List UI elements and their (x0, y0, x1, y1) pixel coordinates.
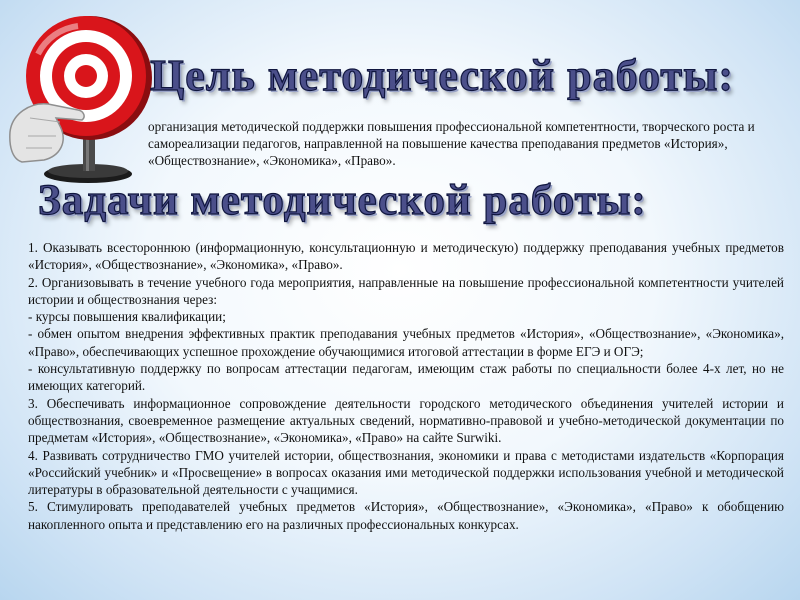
task-item-2: 2. Организовывать в течение учебного года мероприятия, направленные на повышение профессиональной компетентности учителей истории и обществознания через: (28, 274, 784, 307)
task-item-5: 5. Стимулировать преподавателей учебных предметов «История», «Обществознание», «Экономика», «Право» к обобщению накопленного опыта и представлению его на различных профессиональных конкурсах. (28, 499, 784, 532)
goal-heading: Цель методической работы: (150, 51, 735, 100)
tasks-list (28, 239, 784, 533)
task-item-3: 3. Обеспечивать информационное сопровождение деятельности городского методического объединения учителей истории и обществознания, своевременное размещение актуальных сведений, нормативно-правовой и учебно-методической документации по предметам «История», «Обществознание», «Экономика», «Право» на сайте Surwiki. (28, 395, 784, 446)
goal-text: организация методической поддержки повышения профессиональной компетентности, творческого роста и самореализации педагогов, направленной на повышение качества преподавания предметов «История», «Обществознание», «Экономика», «Право». (148, 119, 755, 168)
task-subitem-attestation-support: - консультативную поддержку по вопросам аттестации педагогам, имеющим стаж работы по специальности более 4-х лет, но не имеющих категорий. (28, 361, 784, 394)
task-subitem-courses: - курсы повышения квалификации; (28, 309, 226, 325)
task-item-4: 4. Развивать сотрудничество ГМО учителей истории, обществознания, экономики и права с методистами издательств «Корпорация «Российский учебник» и «Просвещение» в вопросах оказания ими методической поддержки использования учебной и методической литературы в образовательной деятельности с учащимися. (28, 447, 784, 498)
task-subitem-experience-exchange: - обмен опытом внедрения эффективных практик преподавания учебных предметов «История», «Обществознание», «Экономика», «Право», обеспечивающих успешное прохождение обучающимися итоговой аттестации в форме ЕГЭ и ОГЭ; (28, 326, 784, 359)
task-item-1: 1. Оказывать всестороннюю (информационную, консультационную и методическую) поддержку преподавания учебных предметов «История», «Обществознание», «Экономика», «Право». (28, 240, 784, 273)
tasks-heading: Задачи методической работы: (38, 177, 647, 224)
target-with-pointing-hand-icon (8, 14, 156, 186)
